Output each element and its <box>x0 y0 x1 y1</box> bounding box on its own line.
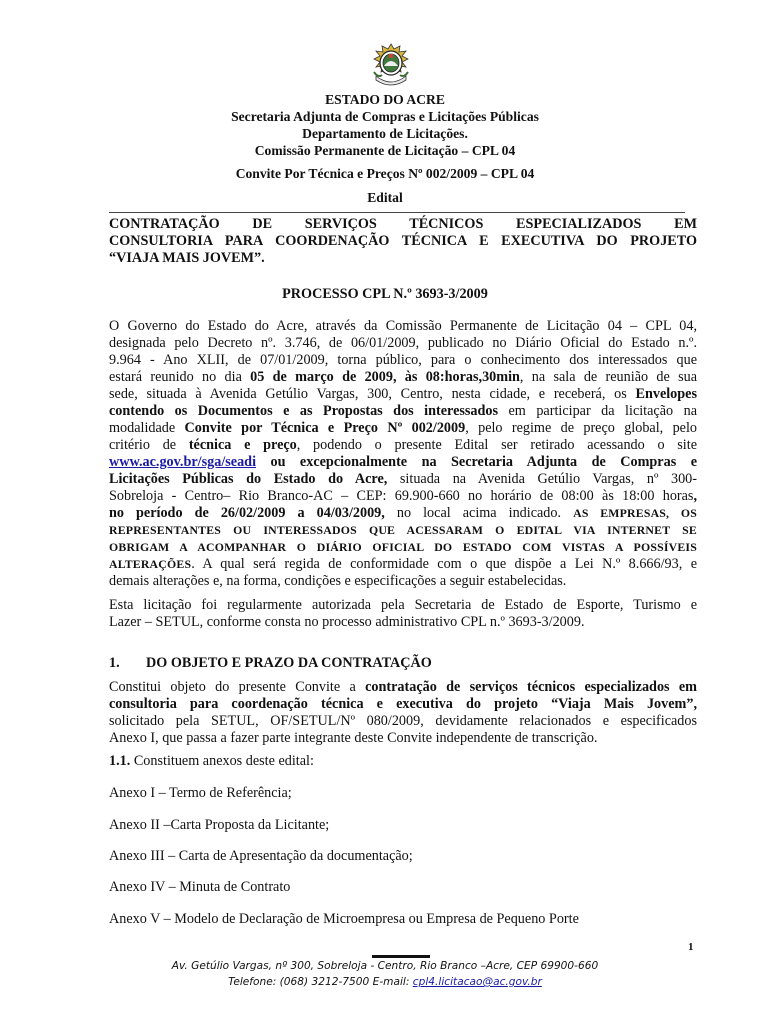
text-fragment: Convite por Técnica e Preço Nº 002/2009 <box>184 420 466 436</box>
annex-item: Anexo IV – Minuta de Contrato <box>109 879 291 895</box>
header-rule <box>109 212 685 213</box>
footer-email-link[interactable]: cpl4.licitacao@ac.gov.br <box>412 976 542 988</box>
header-state: ESTADO DO ACRE <box>325 92 445 107</box>
seadi-site-link[interactable]: www.ac.gov.br/sga/seadi <box>109 454 257 470</box>
annex-item: Anexo V – Modelo de Declaração de Microempresa ou Empresa de Pequeno Porte <box>109 911 579 927</box>
text-line: REPRESENTANTES OU INTERESSADOS QUE ACESSARAM O EDITAL VIA INTERNET SE <box>109 523 697 537</box>
section-title: DO OBJETO E PRAZO DA CONTRATAÇÃO <box>146 655 432 671</box>
subject-line: CONSULTORIA PARA COORDENAÇÃO TÉCNICA E EXECUTIVA DO PROJETO <box>109 233 697 249</box>
text-line: solicitado pela SETUL, OF/SETUL/Nº 080/2009, devidamente relacionados e especificados <box>109 713 697 729</box>
text-line: Lazer – SETUL, conforme consta no processo administrativo CPL n.º 3693-3/2009. <box>109 614 585 630</box>
annex-item: Anexo II –Carta Proposta da Licitante; <box>109 817 330 833</box>
text-fragment: no período de 26/02/2009 a 04/03/2009, <box>109 505 385 521</box>
text-fragment: técnica e preço <box>188 437 297 453</box>
text-line <box>109 679 697 696</box>
text-fragment: , pelo regime de preço global, pelo <box>465 420 697 436</box>
text-fragment: AS EMPRESAS, OS <box>573 506 697 520</box>
footer-bar <box>372 955 430 958</box>
text-line: OBRIGAM A ACOMPANHAR O DIÁRIO OFICIAL DO ESTADO COM VISTAS A POSSÍVEIS <box>109 540 697 554</box>
text-fragment: , podendo o presente Edital ser retirado acessando o site <box>296 437 697 453</box>
text-fragment: ou excepcionalmente na Secretaria Adjunta de Compras e <box>256 454 697 470</box>
intro-paragraph <box>109 318 697 590</box>
text-line: designada pelo Decreto nº. 3.746, de 06/01/2009, publicado no Diário Oficial do Estado n.º. <box>109 335 697 351</box>
text-fragment: modalidade <box>109 420 185 436</box>
text-fragment: no local acima indicado. <box>384 505 574 521</box>
text-fragment: , na sala de reunião de sua <box>519 369 697 385</box>
text-fragment: Licitações Públicas do Estado do Acre, <box>109 471 388 487</box>
header-secretaria: Secretaria Adjunta de Compras e Licitações Públicas <box>231 109 539 124</box>
section-1-paragraph <box>109 679 697 747</box>
text-fragment: sede, situada à Avenida Getúlio Vargas, 300, Centro, nesta cidade, e receberá, os <box>109 386 636 402</box>
annex-item: Anexo III – Carta de Apresentação da documentação; <box>109 848 413 864</box>
footer-phone: Telefone: (068) 3212-7500 E-mail: <box>228 976 413 988</box>
text-fragment: situada na Avenida Getúlio Vargas, nº 300- <box>387 471 698 487</box>
text-line: consultoria para coordenação técnica e executiva do projeto “Viaja Mais Jovem”, <box>109 696 697 712</box>
text-fragment: , <box>693 488 697 504</box>
text-fragment: ALTERAÇÕES <box>109 557 192 571</box>
subject-line: “VIAJA MAIS JOVEM”. <box>109 250 265 266</box>
text-fragment: estará reunido no dia <box>109 369 251 385</box>
text-line: 9.964 - Ano XLII, de 07/01/2009, torna público, para o conhecimento dos interessados que <box>109 352 697 368</box>
text-fragment: Constitui objeto do presente Convite a <box>109 679 366 695</box>
processo-number: PROCESSO CPL N.º 3693-3/2009 <box>282 286 488 302</box>
footer-contact <box>0 976 770 988</box>
text-line <box>109 556 697 573</box>
text-line <box>109 386 697 403</box>
header-departamento: Departamento de Licitações. <box>302 126 468 141</box>
section-number: 1. <box>109 655 120 671</box>
session-date: 05 de março de 2009, às 08:horas,30min <box>250 369 520 385</box>
text-line: Esta licitação foi regularmente autorizada pela Secretaria de Estado de Esporte, Turismo e <box>109 597 697 613</box>
text-fragment: em participar da licitação na <box>498 403 697 419</box>
footer-address: Av. Getúlio Vargas, nº 300, Sobreloja - Centro, Rio Branco –Acre, CEP 69900-660 <box>171 960 599 972</box>
text-line <box>109 454 697 471</box>
header-comissao: Comissão Permanente de Licitação – CPL 04 <box>254 143 516 158</box>
text-line: demais alterações e, na forma, condições e especificações a seguir estabelecidas. <box>109 573 567 589</box>
page-number: 1 <box>688 941 694 953</box>
text-fragment: Envelopes <box>635 386 697 402</box>
text-line: Anexo I, que passa a fazer parte integrante deste Convite independente de transcrição. <box>109 730 598 746</box>
subject-line: CONTRATAÇÃO DE SERVIÇOS TÉCNICOS ESPECIALIZADOS EM <box>109 216 697 232</box>
header-edital: Edital <box>367 190 403 205</box>
authorization-paragraph <box>109 597 697 631</box>
text-line <box>109 437 697 454</box>
subject-heading <box>109 216 697 267</box>
text-line <box>109 369 697 386</box>
text-line <box>109 471 697 488</box>
subsection-1-1 <box>109 753 314 770</box>
text-fragment: contendo os Documentos e as Propostas dos interessados <box>109 403 499 419</box>
text-fragment: . A qual será regida de conformidade com o que dispõe a Lei N.º 8.666/93, e <box>191 556 697 572</box>
annex-item: Anexo I – Termo de Referência; <box>109 785 292 801</box>
text-line <box>109 403 697 420</box>
subsection-text: Constituem anexos deste edital: <box>130 753 314 769</box>
text-line <box>109 505 697 522</box>
text-fragment: Sobreloja - Centro– Rio Branco-AC – CEP: 69.900-660 no horário de 08:00 às 18:00 horas <box>109 488 694 504</box>
coat-of-arms-icon <box>370 42 412 90</box>
text-line: O Governo do Estado do Acre, através da Comissão Permanente de Licitação 04 – CPL 04, <box>109 318 697 334</box>
text-line <box>109 420 697 437</box>
header-convite: Convite Por Técnica e Preços Nº 002/2009 – CPL 04 <box>235 166 535 181</box>
text-fragment: critério de <box>109 437 189 453</box>
section-1-heading <box>109 655 432 672</box>
text-line <box>109 488 697 505</box>
subsection-number: 1.1. <box>109 753 131 769</box>
text-fragment: contratação de serviços técnicos especializados em <box>365 679 697 695</box>
